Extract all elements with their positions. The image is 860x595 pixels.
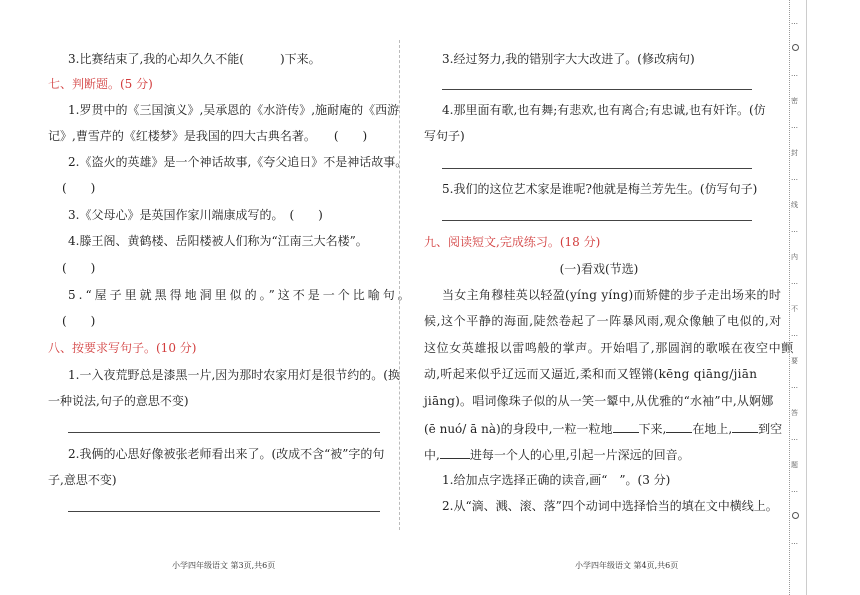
gutter-label: … (791, 330, 798, 338)
page-divider (399, 40, 400, 530)
judge-q4-line2: ( ) (62, 261, 96, 275)
fill-blank[interactable] (613, 420, 639, 433)
passage-text: (ē nuó/ ā nà)的身段中,一粒一粒地 (424, 422, 613, 436)
answer-line[interactable] (68, 511, 380, 512)
answer-line[interactable] (68, 432, 380, 433)
fill-blank[interactable] (440, 446, 470, 459)
passage-line-blanks (424, 446, 690, 463)
judge-q1-line2: 记》,曹雪芹的《红楼梦》是我国的四大古典名著。 ( ) (48, 129, 368, 143)
passage-text: 中, (424, 448, 440, 462)
page-footer-right: 小学四年级语文 第4页,共6页 (575, 561, 679, 570)
gutter-label: … (791, 122, 798, 130)
fill-blank[interactable] (732, 420, 758, 433)
section-8-title: 八、按要求写句子。(10 分) (48, 341, 197, 355)
gutter-label: 要 (791, 357, 798, 365)
sentence-q5: 5.我们的这位艺术家是谁呢?他就是梅兰芳先生。(仿写句子) (442, 182, 758, 196)
judge-q2-line1: 2.《盗火的英雄》是一个神话故事,《夸父追日》不是神话故事。 (68, 155, 408, 169)
passage-line: 当女主角穆桂英以轻盈(yíng yíng)而矫健的步子走出场来的时 (442, 288, 782, 302)
passage-line-blanks (424, 420, 782, 437)
passage-line: jiāng)。唱词像珠子似的从一笑一颦中,从优雅的“水袖”中,从婀娜 (424, 394, 774, 408)
gutter-label: 题 (791, 461, 798, 469)
judge-q2-line2: ( ) (62, 181, 96, 195)
gutter-label: … (791, 486, 798, 494)
gutter-label: 线 (791, 201, 798, 209)
gutter-label: 内 (791, 253, 798, 261)
gutter-label: 密 (791, 97, 798, 105)
sentence-q1-line1: 1.一入夜荒野总是漆黑一片,因为那时农家用灯是很节约的。(换 (68, 368, 400, 382)
passage-text: 在地上, (692, 422, 733, 436)
sentence-q2-line1: 2.我俩的心思好像被张老师看出来了。(改成不含“被”字的句 (68, 447, 385, 461)
page-edge (806, 0, 807, 595)
judge-q3: 3.《父母心》是英国作家川端康成写的。 ( ) (68, 208, 323, 222)
judge-prev-q3: 3.比赛结束了,我的心却久久不能( )下来。 (68, 52, 321, 66)
fill-blank[interactable] (666, 420, 692, 433)
gutter-label: … (791, 226, 798, 234)
judge-q5-line2: ( ) (62, 314, 96, 328)
section-9-title: 九、阅读短文,完成练习。(18 分) (424, 235, 601, 249)
sentence-q4-line1: 4.那里面有歌,也有舞;有悲欢,也有离合;有忠诚,也有奸诈。(仿 (442, 103, 766, 117)
gutter-label: 不 (791, 305, 798, 313)
passage-text: 下来, (638, 422, 667, 436)
judge-q5-line1: 5.“屋子里就黑得地洞里似的。”这不是一个比喻句。 (68, 288, 413, 302)
answer-line[interactable] (442, 220, 752, 221)
gutter-label: … (791, 382, 798, 390)
section-7-title: 七、判断题。(5 分) (48, 77, 153, 91)
gutter-label: … (791, 18, 798, 26)
gutter-circle-icon (792, 44, 799, 51)
gutter-label: … (791, 434, 798, 442)
page-footer-left: 小学四年级语文 第3页,共6页 (172, 561, 276, 570)
gutter-label: … (791, 70, 798, 78)
gutter-label: … (791, 278, 798, 286)
passage-line: 候,这个平静的海面,陡然卷起了一阵暴风雨,观众像触了电似的,对 (424, 314, 782, 328)
reading-q1: 1.给加点字选择正确的读音,画“ ”。(3 分) (442, 473, 671, 487)
passage-text: 到空 (758, 422, 783, 436)
gutter-label: … (791, 174, 798, 182)
judge-q4-line1: 4.滕王阁、黄鹤楼、岳阳楼被人们称为“江南三大名楼”。 (68, 234, 368, 248)
sentence-q3: 3.经过努力,我的错别字大大改进了。(修改病句) (442, 52, 695, 66)
binding-gutter (789, 0, 798, 595)
passage-text: 进每一个人的心里,引起一片深远的回音。 (469, 448, 690, 462)
gutter-label: 答 (791, 409, 798, 417)
passage-line: 动,听起来似乎辽远而又逼近,柔和而又铿锵(kēng qiāng/jiān (424, 367, 758, 381)
reading-q2: 2.从“滴、溅、滚、落”四个动词中选择恰当的填在文中横线上。 (442, 499, 778, 513)
gutter-circle-icon (792, 512, 799, 519)
reading-title: (一)看戏(节选) (559, 262, 639, 276)
sentence-q2-line2: 子,意思不变) (48, 473, 117, 487)
answer-line[interactable] (442, 89, 752, 90)
answer-line[interactable] (442, 168, 752, 169)
gutter-label: … (791, 538, 798, 546)
passage-line: 这位女英雄报以雷鸣般的掌声。开始唱了,那圆润的歌喉在夜空中颤 (424, 341, 794, 355)
sentence-q4-line2: 写句子) (424, 129, 465, 143)
sentence-q1-line2: 一种说法,句子的意思不变) (48, 394, 189, 408)
judge-q1-line1: 1.罗贯中的《三国演义》,吴承恩的《水浒传》,施耐庵的《西游 (68, 103, 400, 117)
gutter-label: 封 (791, 149, 798, 157)
